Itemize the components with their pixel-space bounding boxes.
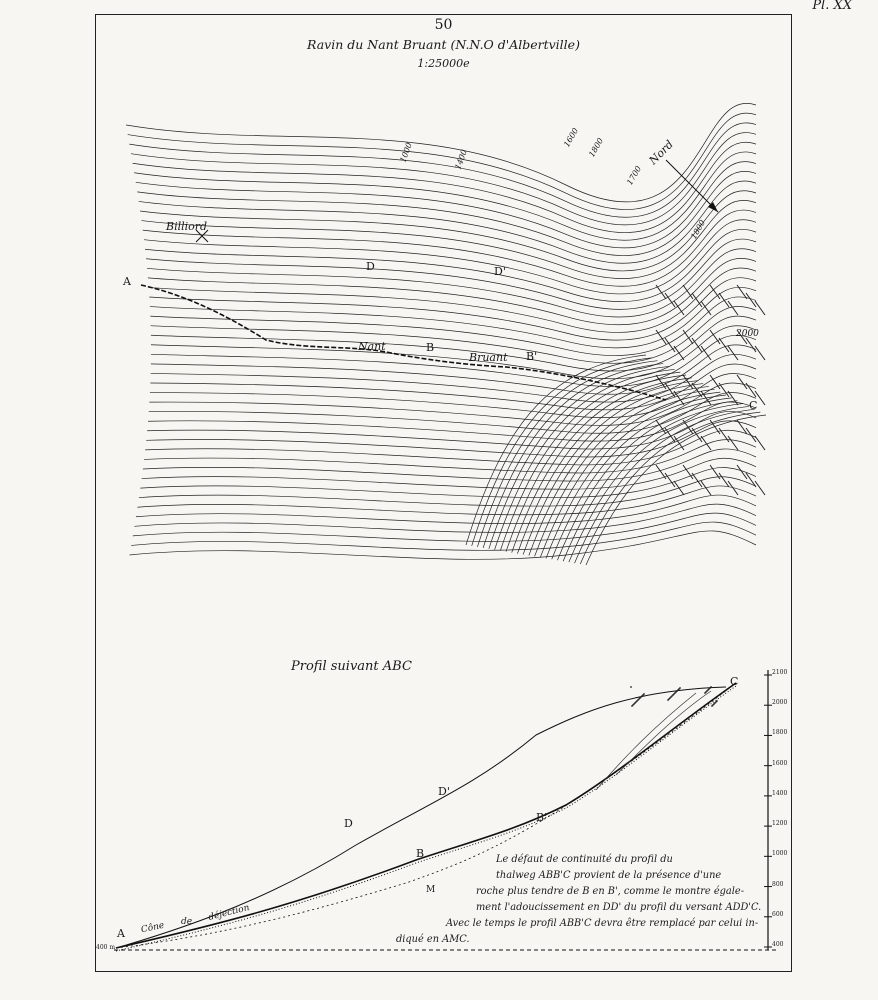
hachure-stroke bbox=[755, 346, 765, 360]
contour-lines bbox=[126, 103, 766, 565]
rock-dot bbox=[671, 695, 673, 697]
rock-dot bbox=[678, 688, 680, 690]
rock-dot bbox=[710, 686, 712, 688]
rock-dot bbox=[705, 691, 707, 693]
hachure-stroke bbox=[710, 330, 720, 344]
hachure-stroke bbox=[737, 375, 747, 389]
contour-line bbox=[143, 210, 756, 286]
rock-dot bbox=[636, 700, 638, 702]
hachure-stroke bbox=[719, 293, 729, 307]
profile-explanatory-note bbox=[396, 852, 876, 948]
hachure-stroke bbox=[683, 330, 693, 344]
hachure-stroke bbox=[692, 473, 702, 487]
rock-dot bbox=[715, 701, 717, 703]
rock-dot bbox=[642, 694, 644, 696]
map-label-d: D bbox=[366, 260, 375, 273]
contour-line bbox=[145, 229, 756, 301]
elevation-tick-label: 2000 bbox=[772, 699, 788, 707]
profile-label-d-prime: D' bbox=[438, 785, 450, 798]
elevation-tick-label: 1000 bbox=[772, 850, 788, 858]
rock-dot bbox=[714, 702, 716, 704]
elevation-tick-label: 600 bbox=[772, 910, 784, 918]
plate-number: Pl. XX bbox=[812, 0, 852, 13]
hachure-stroke bbox=[665, 293, 675, 307]
hachure-stroke bbox=[665, 338, 675, 352]
rock-dot bbox=[704, 692, 706, 694]
contour-line bbox=[128, 113, 756, 210]
hachure-stroke bbox=[755, 301, 765, 315]
map-label-bruant: Bruant bbox=[469, 351, 508, 364]
rock-dot bbox=[677, 689, 679, 691]
map-label-nant: Nant bbox=[358, 340, 386, 353]
stream-line bbox=[141, 285, 666, 400]
note-line: roche plus tendre de B en B', comme le montre égale- bbox=[476, 886, 744, 897]
contour-label: 1800 bbox=[689, 218, 708, 241]
contour-line bbox=[137, 486, 756, 515]
map-label-billiord: Billiord bbox=[166, 220, 208, 233]
contour-line bbox=[512, 378, 692, 553]
hachure-stroke bbox=[719, 338, 729, 352]
hachure-stroke bbox=[656, 330, 666, 344]
hachure-stroke bbox=[755, 436, 765, 450]
contour-line bbox=[149, 383, 756, 426]
figure-title: Ravin du Nant Bruant (N.N.O d'Albertville) bbox=[307, 37, 580, 52]
summit-rocks bbox=[630, 686, 718, 707]
map-label-b-prime: B' bbox=[526, 350, 538, 363]
north-arrow-icon bbox=[666, 160, 718, 212]
note-line: thalweg ABB'C provient de la présence d'une bbox=[496, 870, 722, 881]
note-line: ment l'adoucissement en DD' du profil du versant ADD'C. bbox=[476, 902, 762, 913]
rock-dot bbox=[708, 688, 710, 690]
hachure-stroke bbox=[674, 346, 684, 360]
hachure-stroke bbox=[719, 473, 729, 487]
contour-line bbox=[141, 200, 756, 278]
hachure-stroke bbox=[746, 428, 756, 442]
contour-line bbox=[145, 430, 756, 465]
rock-dot bbox=[634, 702, 636, 704]
note-line: Le défaut de continuité du profil du bbox=[496, 854, 673, 865]
elevation-tick-label: 1400 bbox=[772, 789, 788, 797]
contour-line bbox=[136, 495, 756, 524]
hachure-stroke bbox=[701, 481, 711, 495]
elevation-tick-label: 1600 bbox=[772, 759, 788, 767]
contour-label: 1800 bbox=[587, 136, 606, 159]
hachure-stroke bbox=[728, 436, 738, 450]
profile-caption: Profil suivant ABC bbox=[291, 659, 412, 674]
profile-label-dejection: déjection bbox=[207, 903, 251, 923]
rock-dot bbox=[640, 696, 642, 698]
rock-dot bbox=[635, 701, 637, 703]
hachure-stroke bbox=[710, 465, 720, 479]
topographic-map bbox=[96, 15, 793, 615]
note-line: Avec le temps le profil ABB'C devra être remplacé par celui in- bbox=[446, 918, 759, 929]
map-label-a: A bbox=[123, 275, 131, 288]
map-label-c: C bbox=[749, 399, 758, 412]
contour-label: 1000 bbox=[398, 141, 414, 164]
rock-dot bbox=[709, 687, 711, 689]
profile-label-b: B bbox=[416, 847, 425, 860]
profile-label-m: M bbox=[426, 885, 436, 895]
elevation-tick-label: 800 bbox=[772, 880, 784, 888]
elevation-tick-label: 1800 bbox=[772, 729, 788, 737]
rock-dot bbox=[713, 703, 715, 705]
elevation-tick-label: 1200 bbox=[772, 820, 788, 828]
hachure-stroke bbox=[692, 383, 702, 397]
rock-dot bbox=[716, 700, 718, 702]
contour-line bbox=[149, 268, 756, 333]
hachure-stroke bbox=[692, 293, 702, 307]
rock-dot bbox=[707, 689, 709, 691]
contour-line bbox=[495, 369, 675, 549]
map-label-d-prime: D' bbox=[494, 265, 506, 278]
hachure-stroke bbox=[728, 481, 738, 495]
profile-base-label: 400 m bbox=[96, 944, 116, 951]
contour-line bbox=[130, 531, 756, 559]
figure-number: 50 bbox=[434, 17, 453, 33]
contour-line bbox=[151, 306, 756, 363]
hachure-stroke bbox=[746, 338, 756, 352]
rock-dot bbox=[632, 704, 634, 706]
rock-dot bbox=[641, 695, 643, 697]
contour-line bbox=[129, 123, 756, 218]
rock-dot bbox=[668, 698, 670, 700]
rock-dot bbox=[631, 705, 633, 707]
hachure-stroke bbox=[728, 346, 738, 360]
elevation-tick-label: 400 bbox=[772, 941, 784, 948]
rock-dot bbox=[633, 703, 635, 705]
rock-dot bbox=[712, 704, 714, 706]
rock-dot bbox=[706, 690, 708, 692]
rock-dot bbox=[675, 691, 677, 693]
elevation-tick-label: 2100 bbox=[772, 669, 788, 676]
rock-dot bbox=[670, 696, 672, 698]
contour-label: 1700 bbox=[625, 164, 644, 187]
rock-dot bbox=[669, 697, 671, 699]
profile-label-cone: Cône bbox=[140, 920, 166, 936]
contour-line bbox=[139, 477, 756, 506]
rock-dot bbox=[637, 699, 639, 701]
contour-line bbox=[133, 513, 756, 541]
contour-line bbox=[146, 421, 756, 457]
map-label-north: Nord bbox=[646, 137, 676, 168]
profile-label-a: A bbox=[117, 927, 125, 940]
profile-label-b-prime: B' bbox=[536, 811, 548, 824]
map-scale: 1:25000e bbox=[417, 57, 470, 70]
rock-dot bbox=[667, 699, 669, 701]
contour-line bbox=[131, 522, 756, 550]
profile-label-c: C bbox=[730, 675, 739, 688]
profile-label-d: D bbox=[344, 817, 353, 830]
hachure-stroke bbox=[683, 285, 693, 299]
plate-frame bbox=[95, 14, 792, 972]
contour-label: 1600 bbox=[562, 126, 581, 149]
rock-dot bbox=[676, 690, 678, 692]
contour-line bbox=[146, 239, 756, 309]
contour-line bbox=[466, 355, 646, 545]
rock-dot bbox=[643, 693, 645, 695]
contour-line bbox=[144, 220, 756, 294]
contour-line bbox=[500, 372, 680, 551]
rock-dot bbox=[630, 686, 632, 688]
rock-dot bbox=[674, 692, 676, 694]
rock-dot bbox=[638, 698, 640, 700]
rock-dot bbox=[711, 705, 713, 707]
rock-dot bbox=[679, 687, 681, 689]
hachure-stroke bbox=[674, 481, 684, 495]
rock-dot bbox=[672, 694, 674, 696]
rock-dot bbox=[673, 693, 675, 695]
map-label-b: B bbox=[426, 341, 435, 354]
note-line: diqué en AMC. bbox=[396, 934, 470, 945]
profile-label-de: de bbox=[181, 917, 193, 927]
hachure-stroke bbox=[737, 420, 747, 434]
hachure-stroke bbox=[755, 481, 765, 495]
contour-label: 1400 bbox=[453, 148, 469, 171]
rock-dot bbox=[639, 697, 641, 699]
hachure-stroke bbox=[701, 301, 711, 315]
hachure-stroke bbox=[656, 465, 666, 479]
hachure-stroke bbox=[656, 285, 666, 299]
hachure-stroke bbox=[746, 473, 756, 487]
contour-line bbox=[150, 297, 756, 356]
map-label-2000: 2000 bbox=[736, 329, 759, 339]
contour-line bbox=[144, 440, 756, 473]
